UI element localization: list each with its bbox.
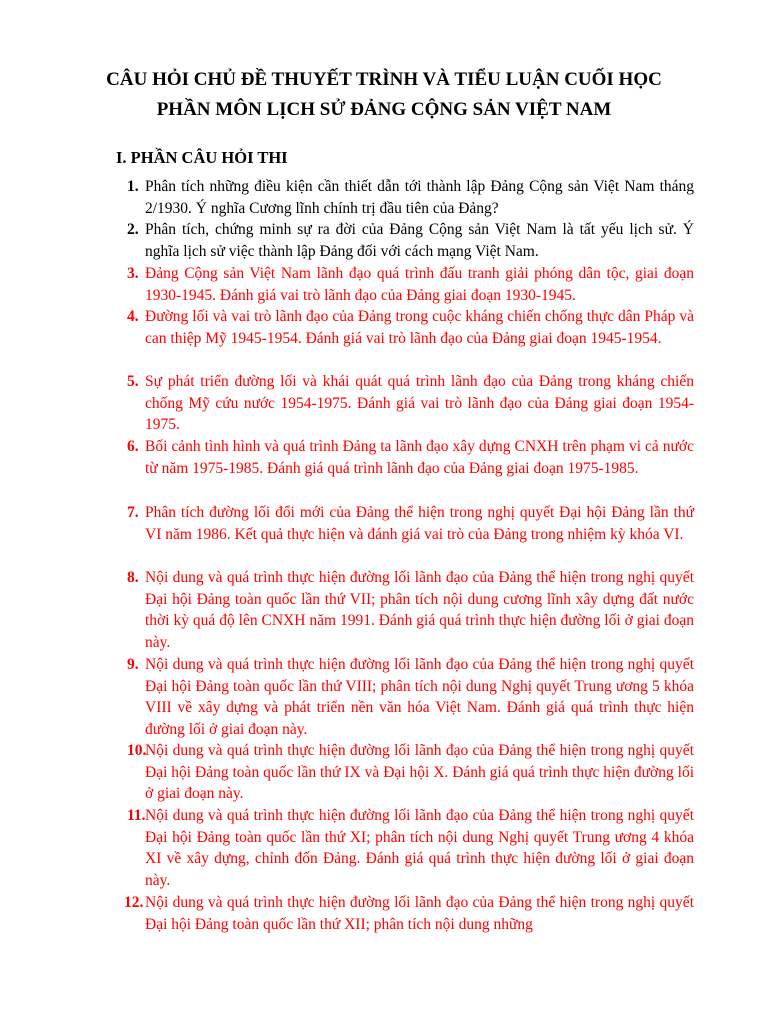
question-text: Bối cảnh tình hình và quá trình Đảng ta lãnh đạo xây dựng CNXH trên phạm vi cả nước từ năm 1975-1985. Đánh giá quá trình lãnh đạo của Đảng giai đoạn 1975-1985. (145, 438, 694, 477)
question-text: Phân tích đường lối đổi mới của Đảng thể hiện trong nghị quyết Đại hội Đảng lần thứ VI năm 1986. Kết quả thực hiện và đánh giá vai trò của Đảng trong nhiệm kỳ khóa VI. (145, 504, 694, 543)
question-number: 9. (127, 656, 139, 673)
question-number: 4. (127, 308, 139, 325)
question-number: 6. (127, 438, 139, 455)
question-text: Đảng Cộng sản Việt Nam lãnh đạo quá trình đấu tranh giải phóng dân tộc, giai đoạn 1930-1945. Đánh giá vai trò lãnh đạo của Đảng giai đoạn 1930-1945. (145, 265, 694, 304)
question-text: Nội dung và quá trình thực hiện đường lối lãnh đạo của Đảng thể hiện trong nghị quyết Đại hội Đảng toàn quốc lần thứ XII; phân tích nội dung những (145, 894, 694, 933)
document-title-line-2: PHẦN MÔN LỊCH SỬ ĐẢNG CỘNG SẢN VIỆT NAM (156, 99, 612, 120)
question-text: Nội dung và quá trình thực hiện đường lối lãnh đạo của Đảng thể hiện trong nghị quyết Đại hội Đảng toàn quốc lần thứ XI; phân tích nội dung Nghị quyết Trung ương 4 khóa XI về xây dựng, chỉnh đốn Đảng. Đánh giá quá trình thực hiện đường lối ở giai đoạn này. (145, 807, 694, 889)
question-number: 2. (127, 221, 139, 238)
question-number: 1. (127, 178, 139, 195)
question-number: 8. (127, 569, 139, 586)
question-text: Phân tích những điều kiện cần thiết dẫn tới thành lập Đảng Cộng sản Việt Nam tháng 2/1930. Ý nghĩa Cương lĩnh chính trị đầu tiên của Đảng? (145, 178, 694, 217)
question-text: Sự phát triển đường lối và khái quát quá trình lãnh đạo của Đảng trong kháng chiến chống Mỹ cứu nước 1954-1975. Đánh giá vai trò lãnh đạo của Đảng giai đoạn 1954-1975. (145, 373, 694, 434)
question-number: 12. (124, 894, 144, 911)
question-number: 10. (127, 742, 147, 759)
question-number: 11. (127, 807, 146, 824)
question-text: Nội dung và quá trình thực hiện đường lối lãnh đạo của Đảng thể hiện trong nghị quyết Đại hội Đảng toàn quốc lần thứ IX và Đại hội X. Đánh giá quá trình thực hiện đường lối ở giai đoạn này. (145, 742, 694, 803)
section-heading: I. PHẦN CÂU HỎI THI (116, 148, 288, 167)
question-text: Nội dung và quá trình thực hiện đường lối lãnh đạo của Đảng thể hiện trong nghị quyết Đại hội Đảng toàn quốc lần thứ VII; phân tích nội dung cương lĩnh xây dựng đất nước thời kỳ quá độ lên CNXH năm 1991. Đánh giá quá trình thực hiện đường lối ở giai đoạn này. (145, 569, 694, 651)
question-number: 3. (127, 265, 139, 282)
document-title-line-1: CÂU HỎI CHỦ ĐỀ THUYẾT TRÌNH VÀ TIỂU LUẬN CUỐI HỌC (106, 69, 662, 90)
question-text: Phân tích, chứng minh sự ra đời của Đảng Cộng sản Việt Nam là tất yếu lịch sử. Ý nghĩa lịch sử việc thành lập Đảng đối với cách mạng Việt Nam. (145, 221, 694, 260)
question-number: 7. (127, 504, 139, 521)
question-number: 5. (127, 373, 139, 390)
question-text: Đường lối và vai trò lãnh đạo của Đảng trong cuộc kháng chiến chống thực dân Pháp và can thiệp Mỹ 1945-1954. Đánh giá vai trò lãnh đạo của Đảng giai đoạn 1945-1954. (145, 308, 694, 347)
question-text: Nội dung và quá trình thực hiện đường lối lãnh đạo của Đảng thể hiện trong nghị quyết Đại hội Đảng toàn quốc lần thứ VIII; phân tích nội dung Nghị quyết Trung ương 5 khóa VIII về xây dựng và phát triển nền văn hóa Việt Nam. Đánh giá quá trình thực hiện đường lối ở giai đoạn này. (145, 656, 694, 738)
